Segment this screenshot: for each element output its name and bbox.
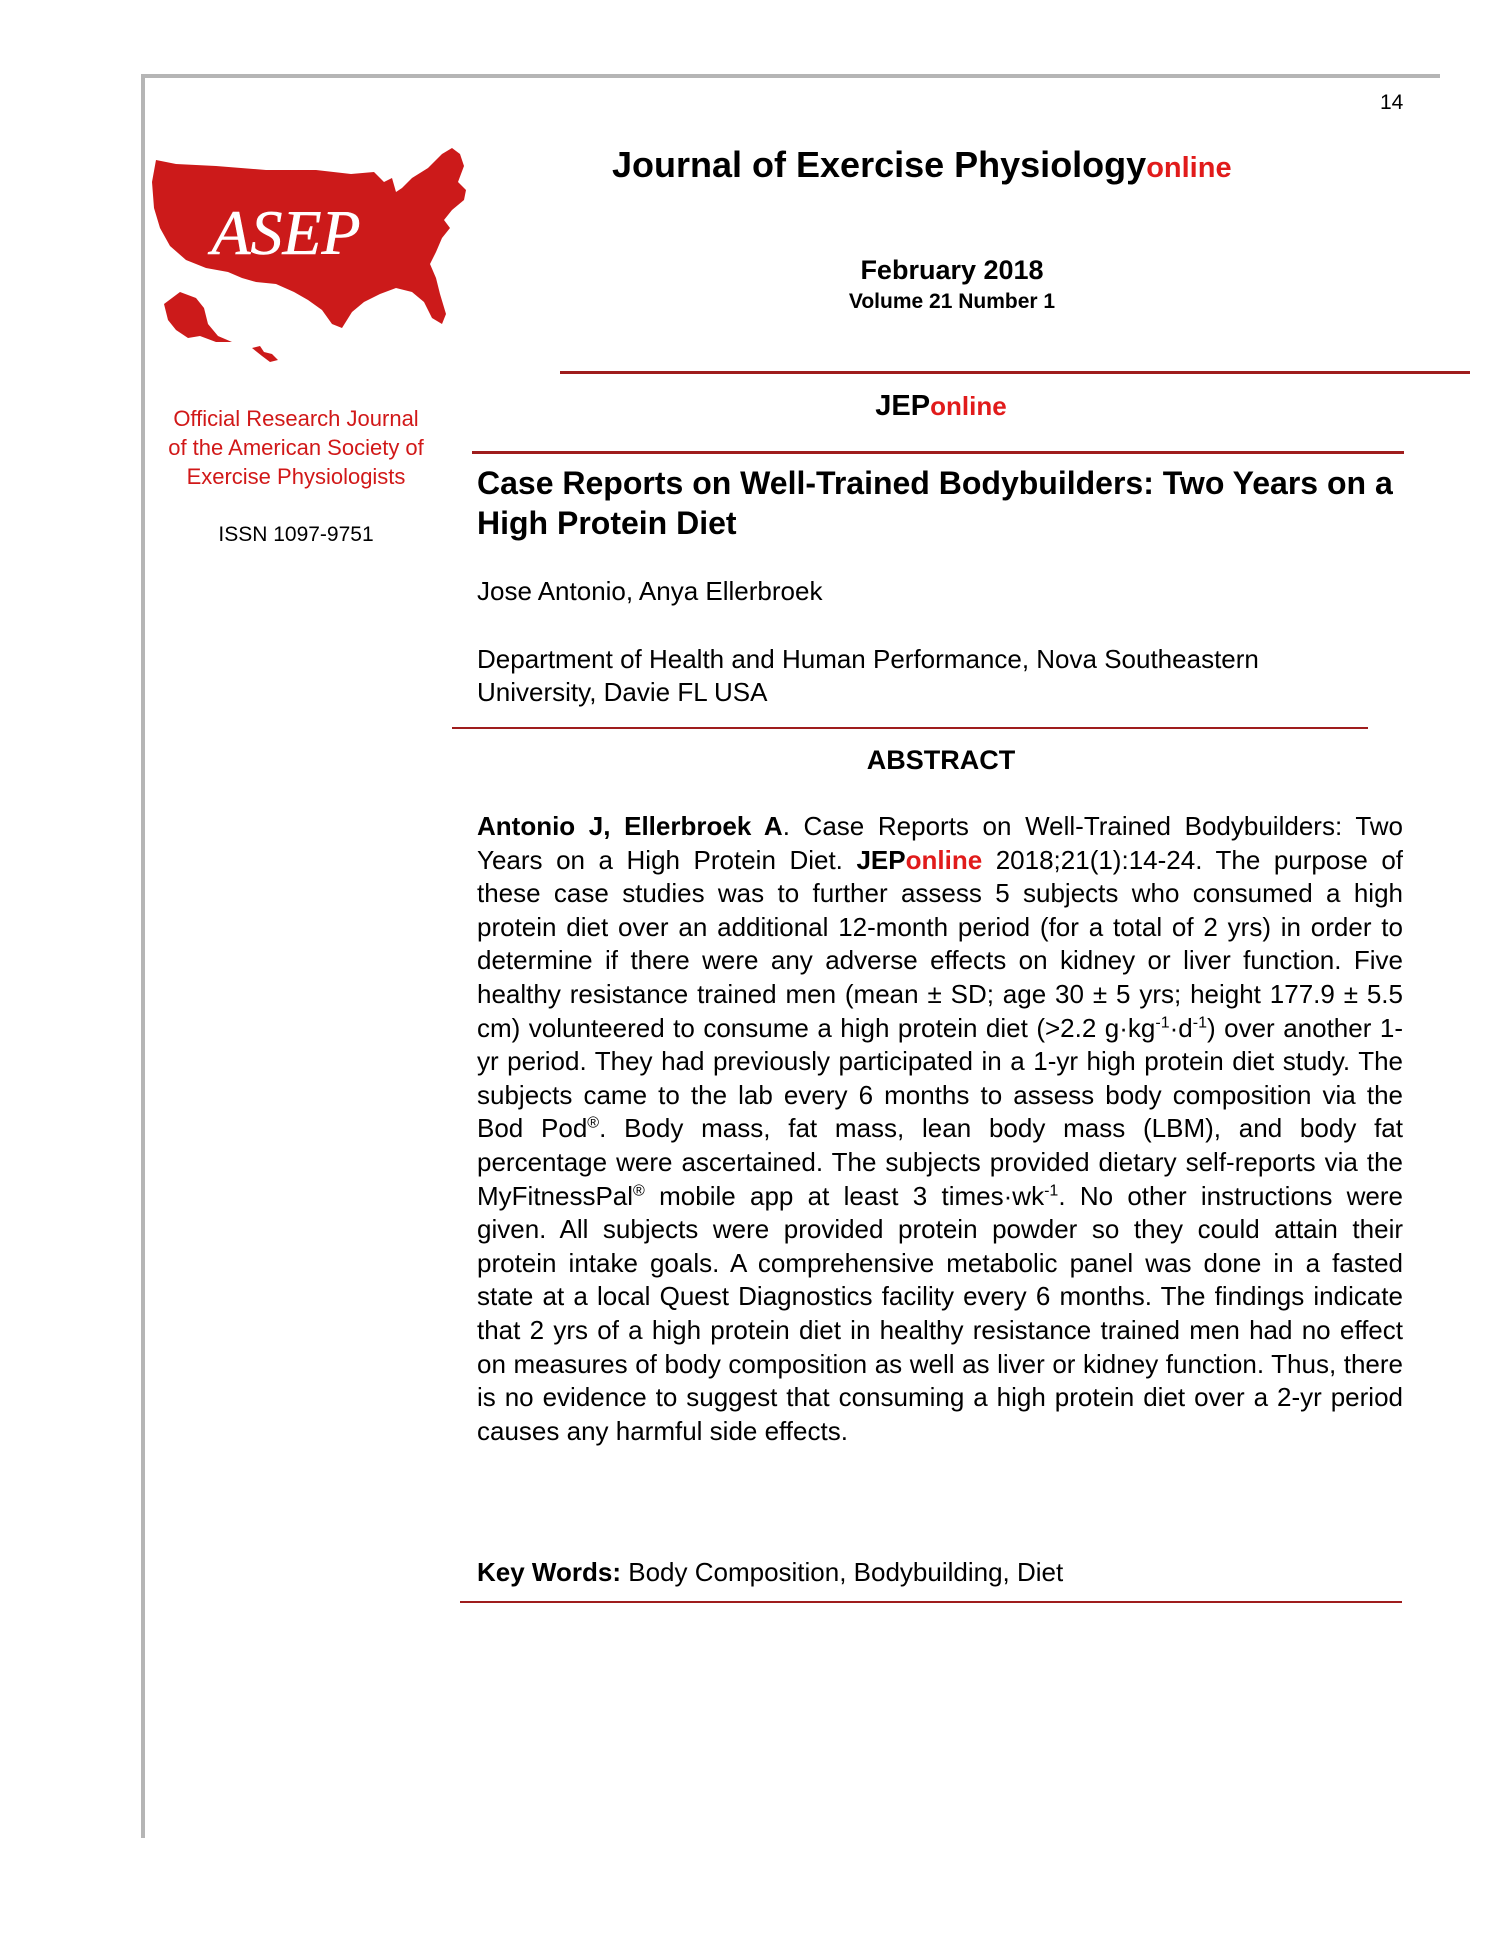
keywords-divider bbox=[460, 1601, 1402, 1603]
issue-date: February 2018 bbox=[860, 255, 1044, 285]
logo-text: ASEP bbox=[211, 197, 361, 268]
keywords-values: Body Composition, Bodybuilding, Diet bbox=[621, 1557, 1064, 1587]
asep-logo bbox=[146, 142, 486, 364]
keywords bbox=[477, 1557, 1063, 1588]
article-affiliation: Department of Health and Human Performance, Nova Southeastern University, Davie FL USA bbox=[477, 644, 1259, 707]
journal-abbrev: JEP bbox=[856, 844, 906, 875]
abstract-heading: ABSTRACT bbox=[866, 745, 1016, 775]
journal-title-suffix: online bbox=[1146, 152, 1232, 184]
issn: ISSN 1097-9751 bbox=[218, 523, 374, 546]
page-number: 14 bbox=[1380, 91, 1404, 114]
sidebar bbox=[146, 404, 446, 547]
citation-authors: Antonio J, Ellerbroek A bbox=[477, 811, 783, 841]
jep-label: JEPonline bbox=[875, 390, 1007, 422]
title-divider bbox=[472, 451, 1404, 454]
issue-volume: Volume 21 Number 1 bbox=[848, 290, 1056, 313]
header-divider bbox=[560, 371, 1470, 374]
official-journal-statement: Official Research Journal of the American Society of Exercise Physiologists bbox=[168, 406, 424, 489]
page-border-left bbox=[141, 74, 145, 1838]
article-authors: Jose Antonio, Anya Ellerbroek bbox=[477, 576, 823, 606]
article-title: Case Reports on Well-Trained Bodybuilders: Two Years on a High Protein Diet bbox=[477, 465, 1393, 541]
keywords-label: Key Words: bbox=[477, 1557, 621, 1587]
journal-title: Journal of Exercise Physiologyonline bbox=[612, 144, 1232, 185]
affiliation-divider bbox=[452, 727, 1368, 729]
page-border-top bbox=[143, 74, 1440, 78]
abstract-body: Antonio J, Ellerbroek A. Case Reports on Well-Trained Bodybuilders: Two Years on a High Protein Diet. JEPonline 2018;21(1):14-24. The purpose of these case studies was to further assess 5 subjects who consumed a high protein diet over an additional 12-month period (for a total of 2 yrs) in order to determine if there were any adverse effects on kidney or liver function. Five healthy resistance trained men (mean ± SD; age 30 ± 5 yrs; height 177.9 ± 5.5 cm) volunteered to consume a high protein diet (>2.2 $g\cdot kg^{-1}\cdot d^{-1}$) over another 1-yr period. They had previously participated in a 1-yr high protein diet study. The subjects came to the lab every 6 months to assess body composition via the Bod Pod®. Body mass, fat mass, lean body mass (LBM), and body fat percentage were ascertained. The subjects provided dietary self-reports via the MyFitnessPal® mobile app at least 3 $times\cdot wk^{-1}$. No other instructions were given. All subjects were provided protein powder so they could attain their protein intake goals. A comprehensive metabolic panel was done in a fasted state at a local Quest Diagnostics facility every 6 months. The findings indicate that 2 yrs of a high protein diet in healthy resistance trained men had no effect on measures of body composition as well as liver or kidney function. Thus, there is no evidence to suggest that consuming a high protein diet over a 2-yr period causes any harmful side effects. bbox=[477, 811, 1404, 1446]
